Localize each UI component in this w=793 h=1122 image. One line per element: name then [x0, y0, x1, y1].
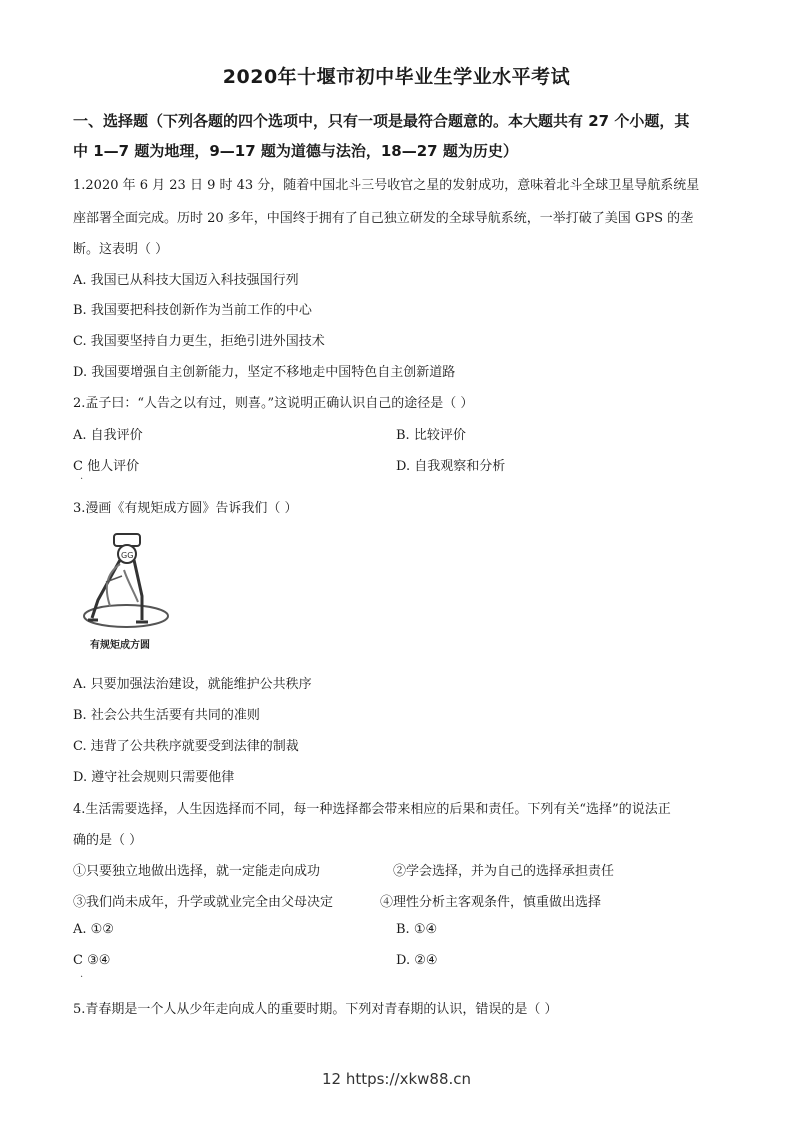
speck-mark: ·: [80, 972, 84, 983]
section-heading: [73, 106, 725, 166]
q4-option-d: D. ②④: [396, 953, 438, 968]
q1-option-c: C. 我国要坚持自力更生，拒绝引进外国技术: [73, 334, 325, 349]
comic-illustration: [76, 530, 176, 654]
q2-option-a: A. 自我评价: [73, 428, 143, 443]
page-footer: 12 https://xkw88.cn: [321, 1070, 472, 1088]
q4-statement-2: ②学会选择，并为自己的选择承担责任: [393, 864, 615, 879]
speck-mark: ·: [80, 474, 84, 485]
q3-option-d: D. 遵守社会规则只需要他律: [73, 770, 235, 785]
svg-text:GG: GG: [121, 551, 134, 560]
q5-stem: 5.青春期是一个人从少年走向成人的重要时期。下列对青春期的认识，错误的是（ ）: [73, 1002, 558, 1017]
section-heading-line-2: 中 1—7 题为地理，9—17 题为道德与法治，18—27 题为历史）: [73, 142, 518, 160]
q4-option-b: B. ①④: [396, 922, 438, 937]
q2-option-d: D. 自我观察和分析: [396, 459, 506, 474]
q1-stem-line-1: 1.2020 年 6 月 23 日 9 时 43 分，随着中国北斗三号收官之星的发射成功，意味着北斗全球卫星导航系统星: [73, 178, 700, 193]
q4-stem-line-1: 4.生活需要选择，人生因选择而不同，每一种选择都会带来相应的后果和责任。下列有关“选择”的说法正: [73, 802, 671, 817]
q2-option-b: B. 比较评价: [396, 428, 466, 443]
q2-stem: 2.孟子曰：“人告之以有过，则喜。”这说明正确认识自己的途径是（ ）: [73, 396, 474, 411]
q1-option-b: B. 我国要把科技创新作为当前工作的中心: [73, 303, 312, 318]
section-heading-line-1: 一、选择题（下列各题的四个选项中，只有一项是最符合题意的。本大题共有 27 个小题，其: [73, 112, 690, 130]
exam-title: 2020年十堰市初中毕业生学业水平考试: [222, 66, 571, 88]
q4-stem-line-2: 确的是（ ）: [73, 833, 143, 848]
q2-option-c: C 他人评价: [73, 459, 140, 474]
q3-option-a: A. 只要加强法治建设，就能维护公共秩序: [73, 677, 312, 692]
q4-option-a: A. ①②: [73, 922, 114, 937]
comic-caption: 有规矩成方圆: [90, 640, 150, 651]
q4-statement-3: ③我们尚未成年，升学或就业完全由父母决定: [73, 895, 334, 910]
q1-option-d: D. 我国要增强自主创新能力，坚定不移地走中国特色自主创新道路: [73, 365, 456, 380]
q1-stem-line-2: 座部署全面完成。历时 20 多年，中国终于拥有了自己独立研发的全球导航系统，一举打破了美国 GPS 的垄: [73, 211, 694, 226]
q3-option-c: C. 违背了公共秩序就要受到法律的制裁: [73, 739, 299, 754]
q4-statement-4: ④理性分析主客观条件，慎重做出选择: [380, 895, 602, 910]
q3-option-b: B. 社会公共生活要有共同的准则: [73, 708, 260, 723]
q3-stem: 3.漫画《有规矩成方圆》告诉我们（ ）: [73, 501, 298, 516]
q1-stem-line-3: 断。这表明（ ）: [73, 242, 169, 257]
q1-option-a: A. 我国已从科技大国迈入科技强国行列: [73, 273, 299, 288]
q4-option-c: C ③④: [73, 953, 111, 968]
q4-statement-1: ①只要独立地做出选择，就一定能走向成功: [73, 864, 321, 879]
